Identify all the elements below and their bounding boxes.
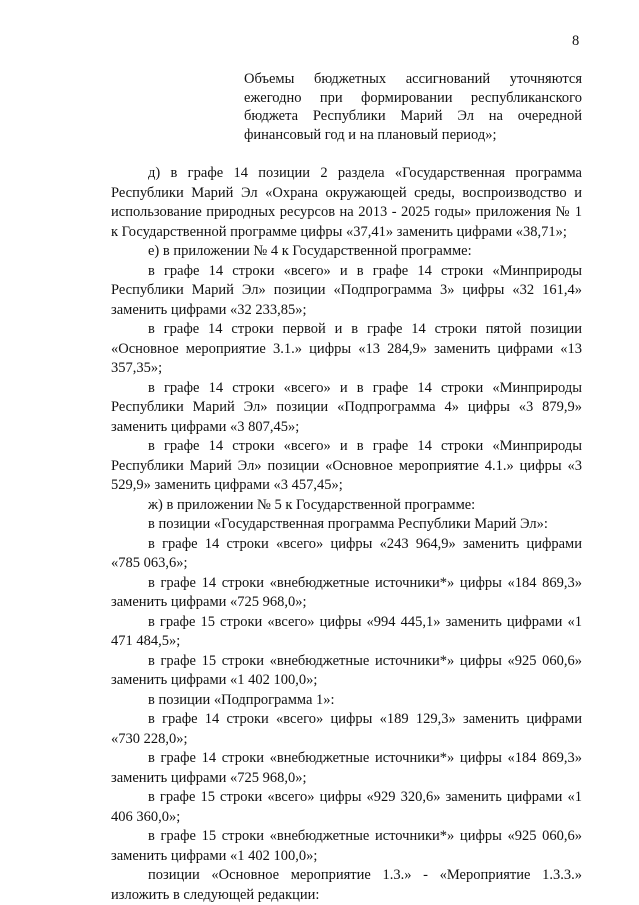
paragraph-zh-6: в позиции «Подпрограмма 1»: <box>148 691 335 708</box>
paragraph-zh-2: в графе 14 строки «всего» цифры «243 964,9» заменить цифрами «785 063,6»; <box>111 535 582 571</box>
paragraph-zh-10: в графе 15 строки «внебюджетные источники*» цифры «925 060,6» заменить цифрами «1 402 100,0»; <box>111 828 582 864</box>
paragraph-zh-1: в позиции «Государственная программа Республики Марий Эл»: <box>148 516 548 532</box>
paragraph-e: е) в приложении № 4 к Государственной программе: <box>148 243 472 259</box>
page-number: 8 <box>572 33 580 49</box>
paragraph-zh-4: в графе 15 строки «всего» цифры «994 445,1» заменить цифрами «1 471 484,5»; <box>111 613 582 649</box>
paragraph-zh-7: в графе 14 строки «всего» цифры «189 129,3» заменить цифрами «730 228,0»; <box>111 711 582 747</box>
paragraph-zh-5: в графе 15 строки «внебюджетные источники*» цифры «925 060,6» заменить цифрами «1 402 100,0»; <box>111 652 582 688</box>
paragraph-e-2: в графе 14 строки первой и в графе 14 строки пятой позиции «Основное мероприятие 3.1.» цифры «13 284,9» заменить цифрами «13 357,35»; <box>111 321 582 376</box>
paragraph-zh-11: позиции «Основное мероприятие 1.3.» - «Мероприятие 1.3.3.» изложить в следующей редакции: <box>111 867 582 903</box>
paragraph-zh-3: в графе 14 строки «внебюджетные источники*» цифры «184 869,3» заменить цифрами «725 968,0»; <box>111 574 582 610</box>
insert-text: Объемы бюджетных ассигнований уточняются ежегодно при формировании республиканского бюджета Республики Марий Эл на очередной финансовый год и на плановый период»; <box>244 71 582 143</box>
paragraph-d: д) в графе 14 позиции 2 раздела «Государственная программа Республики Марий Эл «Охрана окружающей среды, воспроизводство и использование природных ресурсов на 2013 - 2025 годы» приложения № 1 к Государственной программе цифры «37,41» заменить цифрами «38,71»; <box>111 165 582 240</box>
paragraph-zh: ж) в приложении № 5 к Государственной программе: <box>148 496 476 513</box>
document-body <box>111 164 582 905</box>
paragraph-zh-8: в графе 14 строки «внебюджетные источники*» цифры «184 869,3» заменить цифрами «725 968,0»; <box>111 750 582 786</box>
paragraph-e-3: в графе 14 строки «всего» и в графе 14 строки «Минприроды Республики Марий Эл» позиции «Подпрограмма 4» цифры «3 879,9» заменить цифрами «3 807,45»; <box>111 379 582 435</box>
paragraph-zh-9: в графе 15 строки «всего» цифры «929 320,6» заменить цифрами «1 406 360,0»; <box>111 789 582 825</box>
quoted-insert-block <box>244 70 582 144</box>
paragraph-e-1: в графе 14 строки «всего» и в графе 14 строки «Минприроды Республики Марий Эл» позиции «Подпрограмма 3» цифры «32 161,4» заменить цифрами «32 233,85»; <box>111 262 582 318</box>
paragraph-e-4: в графе 14 строки «всего» и в графе 14 строки «Минприроды Республики Марий Эл» позиции «Основное мероприятие 4.1.» цифры «3 529,9» заменить цифрами «3 457,45»; <box>111 438 582 493</box>
